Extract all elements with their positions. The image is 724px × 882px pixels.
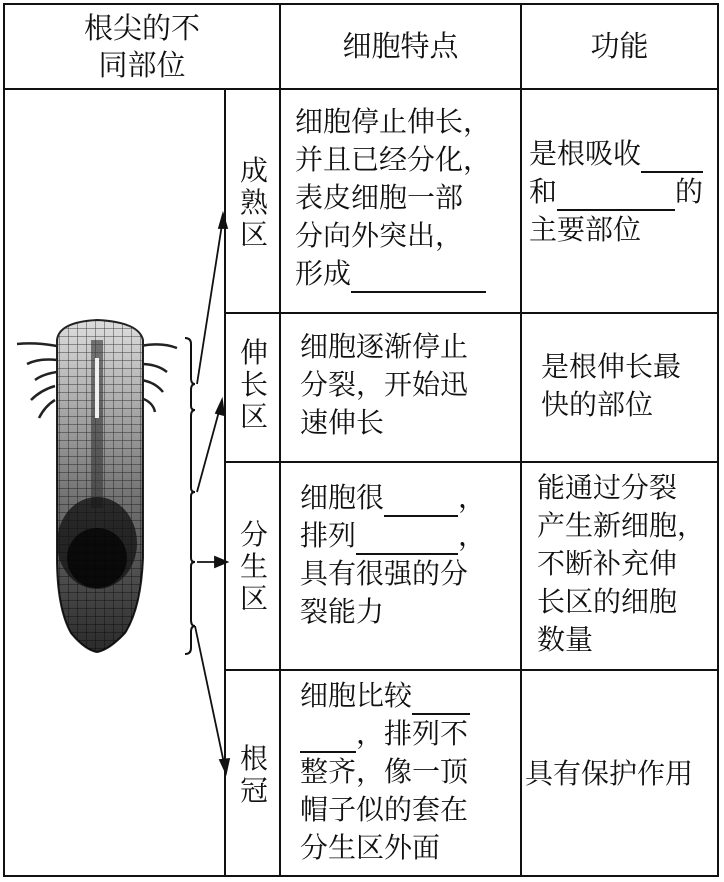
header-part: 根尖的不 同部位 [83, 10, 200, 82]
zone-arrows [195, 214, 229, 773]
zone-label-elongation: 伸 长 区 [239, 336, 268, 433]
answer-blank[interactable] [557, 179, 675, 211]
root-tip-illustration [5, 88, 275, 876]
answer-blank[interactable] [351, 261, 486, 293]
zone-label-maturation: 成 熟 区 [239, 154, 268, 251]
features-meristem: 细胞很 ， 排列 ， 具有很强的分 裂能力 [300, 481, 487, 628]
features-maturation: 细胞停止伸长， 并且已经分化， 表皮细胞一部 分向外突出， 形成 [295, 103, 517, 293]
answer-blank[interactable] [300, 721, 356, 753]
features-elongation: 细胞逐渐停止 分裂，开始迅 速伸长 [300, 330, 469, 439]
zone-label-root-cap: 根 冠 [239, 742, 268, 807]
function-elongation: 是根伸长最 快的部位 [541, 350, 682, 421]
zone-braces [185, 338, 195, 654]
column-divider [520, 5, 522, 875]
row-divider [224, 669, 717, 671]
features-root-cap: 细胞比较 ，排列不 整齐，像一顶 帽子似的套在 分生区外面 [300, 679, 469, 864]
zone-label-meristem: 分 生 区 [239, 518, 268, 615]
answer-blank[interactable] [356, 523, 458, 555]
row-divider [224, 312, 717, 314]
answer-blank[interactable] [412, 683, 470, 715]
answer-blank[interactable] [641, 141, 703, 173]
header-function: 功能 [590, 29, 649, 63]
function-meristem: 能通过分裂 产生新细胞， 不断补充伸 长区的细胞 数量 [537, 471, 706, 656]
header-features: 细胞特点 [342, 29, 459, 63]
function-maturation: 是根吸收 和 的 主要部位 [529, 137, 704, 246]
answer-blank[interactable] [384, 485, 458, 517]
row-divider [224, 461, 717, 463]
function-root-cap: 具有保护作用 [525, 757, 694, 790]
